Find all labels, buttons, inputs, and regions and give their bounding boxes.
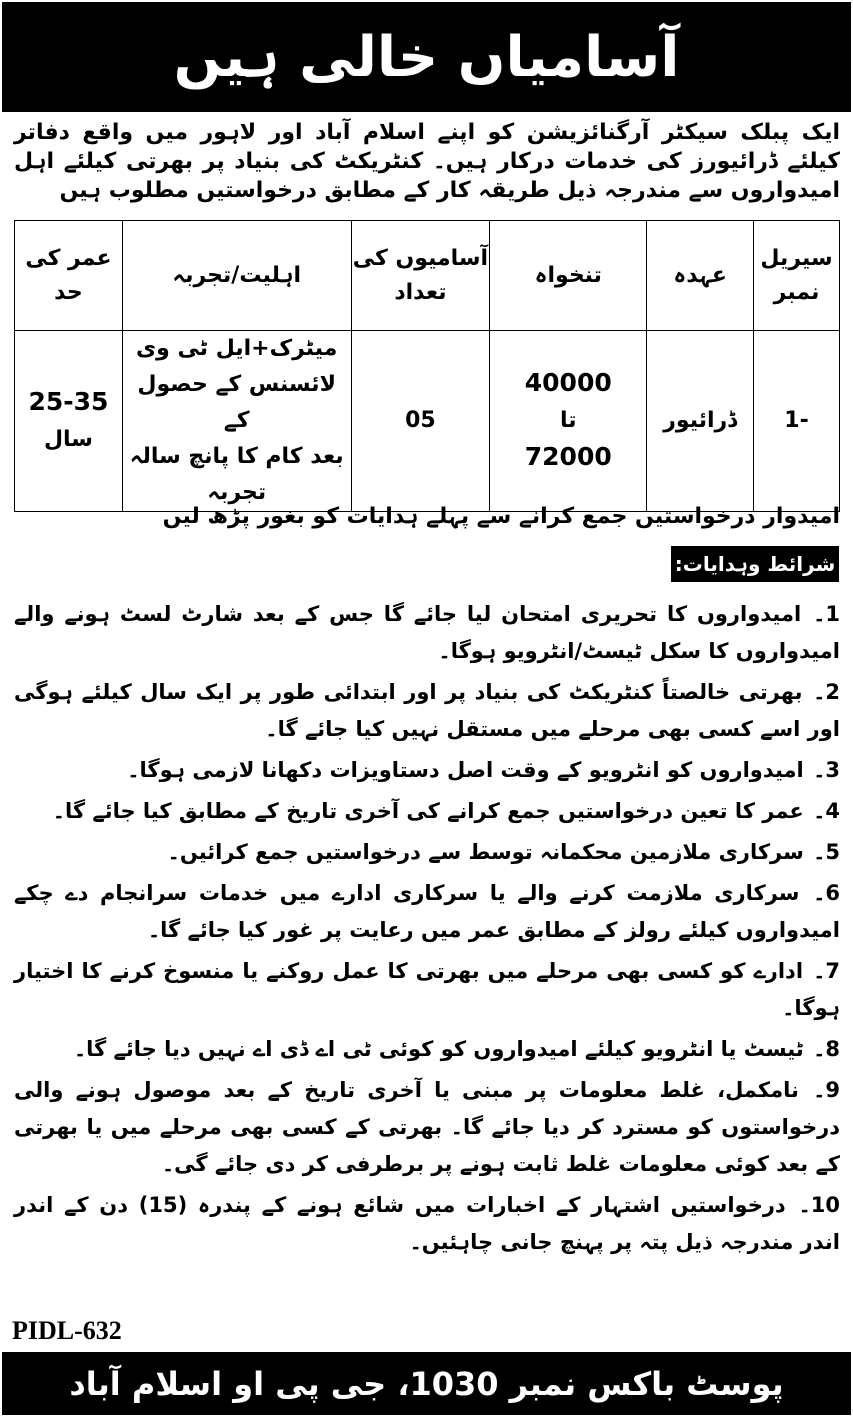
page-title-banner <box>2 2 851 112</box>
list-item: 7۔ ادارے کو کسی بھی مرحلے میں بھرتی کا عمل روکنے یا منسوخ کرنے کا اختیار ہوگا۔ <box>14 959 840 1020</box>
footer-banner <box>2 1352 851 1415</box>
table-row <box>15 331 840 512</box>
qualification-header: اہلیت/تجربہ <box>122 221 351 331</box>
list-item: 2۔ بھرتی خالصتاً کنٹریکٹ کی بنیاد پر اور ابتدائی طور پر ایک سال کیلئے ہوگی اور اسے کسی بھی مرحلے میں مستقل نہیں کیا جائے گا۔ <box>14 680 841 741</box>
reference-code: PIDL-632 <box>12 1316 122 1345</box>
intro-paragraph: ایک پبلک سیکٹر آرگنائزیشن کو اپنے اسلام آباد اور لاہور میں واقع دفاتر کیلئے ڈرائیورز کی خدمات درکار ہیں۔ کنٹریکٹ کی بنیاد پر بھرتی کیلئے اہل امیدواروں سے مندرجہ ذیل طریقہ کار کے مطابق درخواستیں مطلوب ہیں <box>14 120 840 203</box>
salary-header: تنخواہ <box>490 221 647 331</box>
age-header: عمر کی حد <box>15 221 123 331</box>
list-item: 8۔ ٹیسٹ یا انٹرویو کیلئے امیدواروں کو کوئی ٹی اے ڈی اے نہیں دیا جائے گا۔ <box>73 1037 840 1061</box>
instruction-note: امیدوار درخواستیں جمع کرانے سے پہلے ہدایات کو بغور پڑھ لیں <box>162 504 840 529</box>
vacancies-cell: 05 <box>351 331 490 512</box>
page-title: آسامیاں خالی ہیں <box>173 24 680 90</box>
vacancies-header: آسامیوں کی تعداد <box>351 221 490 331</box>
list-item: 4۔ عمر کا تعین درخواستیں جمع کرانے کی آخری تاریخ کے مطابق کیا جائے گا۔ <box>52 799 840 823</box>
vacancy-table <box>14 220 840 512</box>
post-header: عہدہ <box>647 221 754 331</box>
serial-header: سیریل نمبر <box>754 221 840 331</box>
list-item: 10۔ درخواستیں اشتہار کے اخبارات میں شائع ہونے کے پندرہ (15) دن کے اندر اندر مندرجہ ذیل پتہ پر پہنچ جانی چاہئیں۔ <box>14 1193 840 1254</box>
list-item: 1۔ امیدواروں کا تحریری امتحان لیا جائے گا جس کے بعد شارٹ لسٹ ہونے والے امیدواروں کا سکل ٹیسٹ/انٹرویو ہوگا۔ <box>14 602 841 663</box>
age-cell: 25-35 سال <box>15 331 123 512</box>
postal-address: پوسٹ باکس نمبر 1030، جی پی او اسلام آباد <box>69 1364 784 1403</box>
table-header-row <box>15 221 840 331</box>
list-item: 5۔ سرکاری ملازمین محکمانہ توسط سے درخواستیں جمع کرائیں۔ <box>167 840 840 864</box>
list-item: 3۔ امیدواروں کو انٹرویو کے وقت اصل دستاویزات دکھانا لازمی ہوگا۔ <box>127 758 840 782</box>
post-cell: ڈرائیور <box>647 331 754 512</box>
conditions-list <box>14 596 840 1265</box>
list-item: 9۔ نامکمل، غلط معلومات پر مبنی یا آخری تاریخ کے بعد موصول ہونے والی درخواستوں کو مسترد کر دیا جائے گا۔ بھرتی کے کسی بھی مرحلے میں یا بھرتی کے بعد کوئی معلومات غلط ثابت ہونے پر برطرفی کر دی جائے گی۔ <box>14 1078 840 1176</box>
list-item: 6۔ سرکاری ملازمت کرنے والے یا سرکاری ادارے میں خدمات سرانجام دے چکے امیدواروں کیلئے رولز کے مطابق عمر میں رعایت پر غور کیا جائے گا۔ <box>14 881 841 942</box>
qualification-cell: میٹرک+ایل ٹی وی لائسنس کے حصول کے بعد کام کا پانچ سالہ تجربہ <box>122 331 351 512</box>
salary-cell: 40000 تا 72000 <box>490 331 647 512</box>
serial-cell: 1- <box>754 331 840 512</box>
conditions-heading: شرائط وہدایات: <box>671 546 839 582</box>
